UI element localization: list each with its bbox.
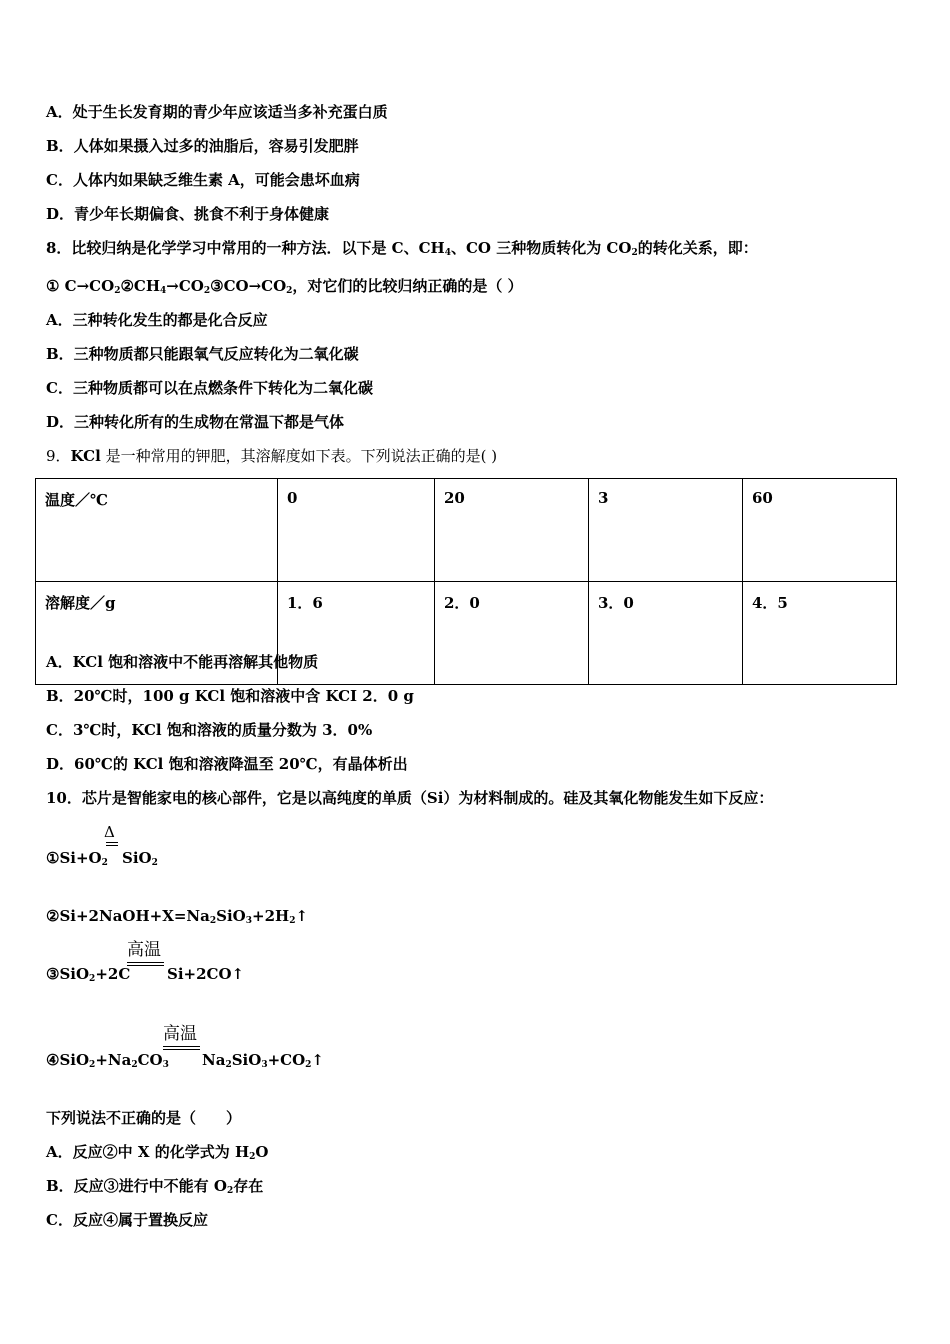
q8-stem: 8．比较归纳是化学学习中常用的一种方法．以下是 C、$CH_4$、CO 三种物质转化为 $CO_2$的转化关系，即： <box>46 239 758 258</box>
q10-equation-4: $④SiO_2+Na_2CO_3$ <box>46 1051 169 1070</box>
q7-option-b: B．人体如果摄入过多的油脂后，容易引发肥胖 <box>46 137 359 155</box>
q10-equation-3-product: Si+2CO↑ <box>167 965 245 983</box>
q8-reactions: ① $C\to CO_2②CH_4\to CO_2③CO\to CO_2$，对它们的比较归纳正确的是（ ） <box>46 277 523 296</box>
table-row <box>36 479 897 582</box>
q10-equation-4-product: $Na_2SiO_3+CO_2↑$ <box>202 1051 324 1070</box>
table-cell: 20 <box>435 479 589 582</box>
q10-stem: 10．芯片是智能家电的核心部件，它是以高纯度的单质（Si）为材料制成的。硅及其氧化物能发生如下反应： <box>46 789 774 807</box>
high-temp-condition: 高温 <box>127 940 161 960</box>
q9-option-d: D．60℃的 KCl 饱和溶液降温至 20℃，有晶体析出 <box>46 755 408 773</box>
q10-question: 下列说法不正确的是（ ） <box>46 1109 242 1127</box>
q9-stem: 9．KCl 是一种常用的钾肥，其溶解度如下表。下列说法正确的是( ) <box>46 447 498 465</box>
table-cell: 4．5 <box>743 582 897 685</box>
equation-4-equals <box>163 1046 200 1050</box>
high-temp-condition: 高温 <box>163 1024 197 1044</box>
q10-equation-2: $②Si+2NaOH+X=Na_2SiO_3+2H_2↑$ <box>46 907 309 926</box>
q7-option-a: A．处于生长发育期的青少年应该适当多补充蛋白质 <box>46 103 388 121</box>
table-cell: 3 <box>589 479 743 582</box>
table-header-cell: 温度／℃ <box>36 479 278 582</box>
heat-condition: Δ <box>104 823 115 841</box>
q8-option-b: B．三种物质都只能跟氧气反应转化为二氧化碳 <box>46 345 359 363</box>
q7-option-c: C．人体内如果缺乏维生素 A，可能会患坏血病 <box>46 171 360 189</box>
q10-option-a: A．反应②中 X 的化学式为 $H_2O$ <box>46 1143 269 1162</box>
table-cell: 0 <box>278 479 435 582</box>
table-cell: 2．0 <box>435 582 589 685</box>
table-cell: 3．0 <box>589 582 743 685</box>
q10-equation-1: $①Si+O_2$ <box>46 849 108 868</box>
q9-option-a: A．KCl 饱和溶液中不能再溶解其他物质 <box>46 653 319 671</box>
q9-option-b: B．20℃时，100 g KCl 饱和溶液中含 KCI 2．0 g <box>46 687 414 705</box>
table-cell: 1．6 <box>278 582 435 685</box>
q8-option-d: D．三种转化所有的生成物在常温下都是气体 <box>46 413 345 431</box>
equation-3-equals <box>127 962 164 966</box>
q10-option-c: C．反应④属于置换反应 <box>46 1211 208 1229</box>
q10-option-b: B．反应③进行中不能有 $O_2$存在 <box>46 1177 264 1196</box>
q10-equation-3: ③SiO$_2$+2C <box>46 965 131 984</box>
q8-option-c: C．三种物质都可以在点燃条件下转化为二氧化碳 <box>46 379 373 397</box>
q10-equation-1-product: SiO$_2$ <box>122 849 158 868</box>
q9-option-c: C．3℃时，KCl 饱和溶液的质量分数为 3．0% <box>46 721 373 739</box>
q7-option-d: D．青少年长期偏食、挑食不利于身体健康 <box>46 205 330 223</box>
q8-option-a: A．三种转化发生的都是化合反应 <box>46 311 268 329</box>
equation-1-equals <box>106 842 118 846</box>
table-header-cell: 溶解度／g <box>36 582 278 685</box>
table-cell: 60 <box>743 479 897 582</box>
